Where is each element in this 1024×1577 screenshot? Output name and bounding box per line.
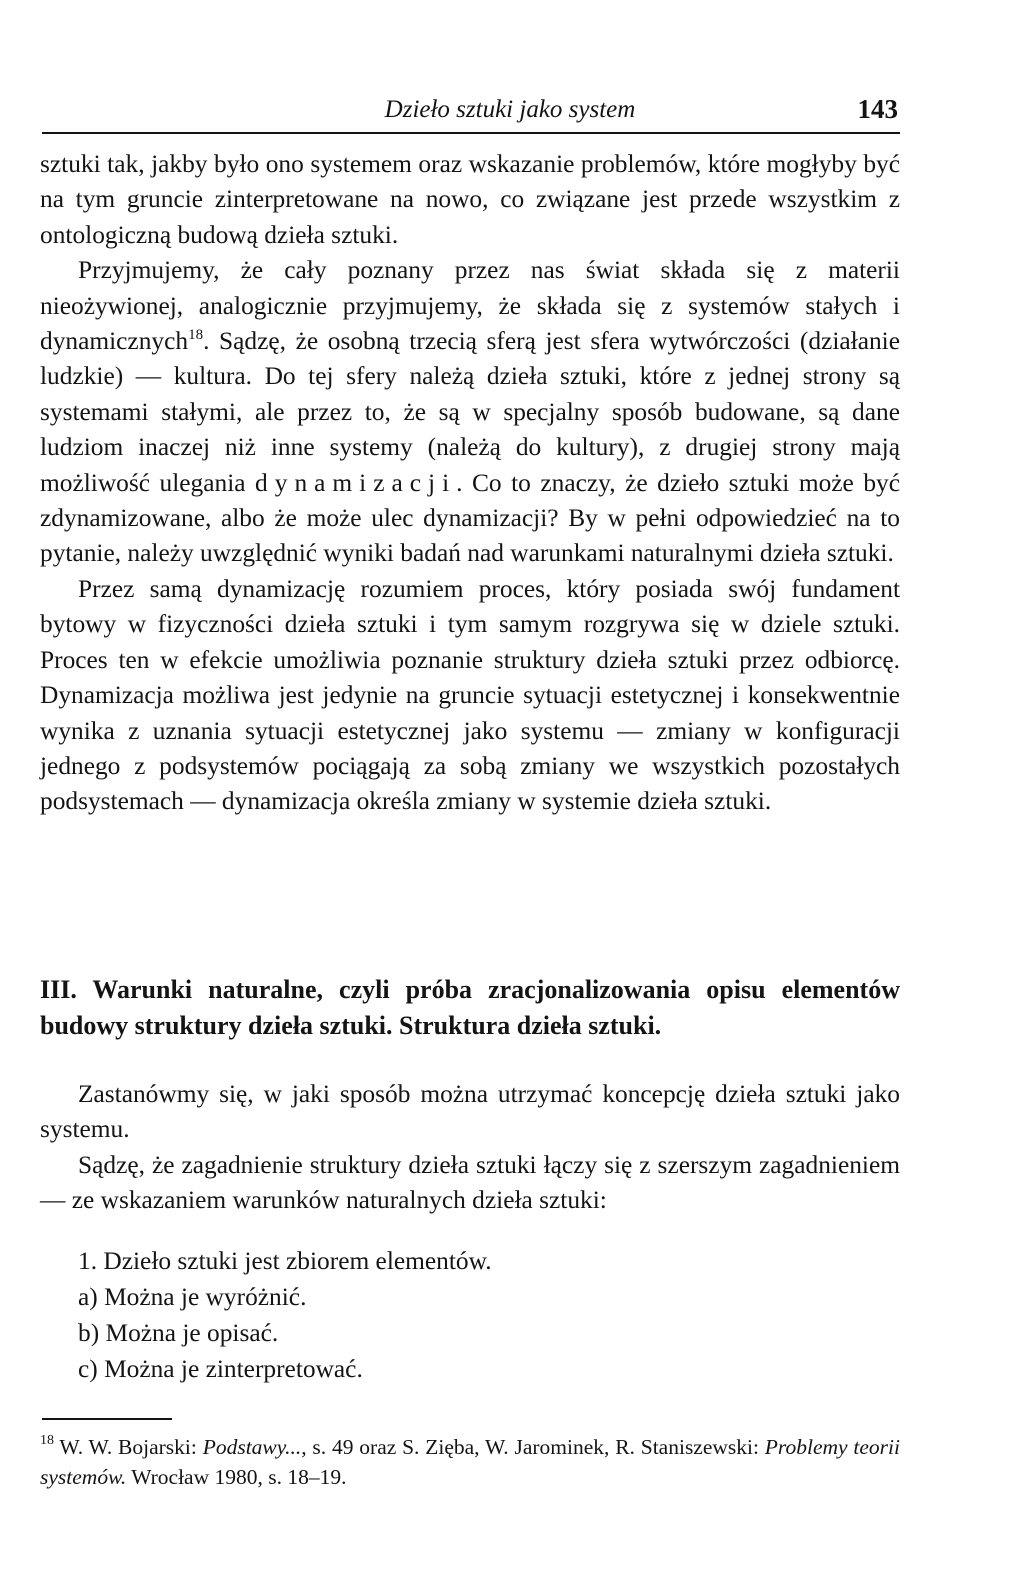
footnote-text-b: , s. 49 oraz S. Zięba, W. Jarominek, R. Staniszewski: [301, 1435, 765, 1459]
main-text [40, 147, 900, 820]
list-item: c) Można je zinterpretować. [78, 1355, 363, 1383]
running-title: Dzieło sztuki jako system [384, 96, 636, 123]
paragraph-3: Przez samą dynamizację rozumiem proces, który posiada swój fundament bytowy w fizyczności dzieła sztuki i tym samym rozgrywa się w dziele sztuki. Proces ten w efekcie umożliwia poznanie struktury dzieła sztuki przez odbiorcę. Dynamizacja możliwa jest jedynie na gruncie sytuacji estetycznej i konsekwentnie wynika z uznania sytuacji estetycznej jako systemu — zmiany w konfiguracji jednego z podsystemów pociągają za sobą zmiany we wszystkich pozostałych podsystemach — dynamizacja określa zmiany w systemie dzieła sztuki. [40, 574, 900, 816]
conditions-list [78, 1243, 878, 1387]
footnote-title-1: Podstawy... [202, 1435, 302, 1459]
footnote-title-2: Problemy teorii systemów. [40, 1435, 900, 1489]
paragraph-2-part-c: . Co to znaczy, że dzieło sztuki może być zdynamizowane, albo że może ulec dynamizacji? By w pełni odpowiedzieć na to pytanie, należy uwzględnić wyniki badań nad warunkami naturalnymi dzieła sztuki. [40, 468, 900, 568]
footnote-rule [42, 1418, 172, 1420]
header-rule [42, 132, 900, 134]
footnote-mark: 18 [40, 1433, 54, 1448]
section-heading: III. Warunki naturalne, czyli próba zracjonalizowania opisu elementów budowy struktury dzieła sztuki. Struktura dzieła sztuki. [40, 975, 900, 1040]
footnote-text-a: W. W. Bojarski: [54, 1435, 203, 1459]
section-text [40, 1077, 900, 1219]
book-page [40, 0, 900, 1577]
paragraph-2 [40, 253, 900, 572]
section-paragraph-2: Sądzę, że zagadnienie struktury dzieła sztuki łączy się z szerszym zagadnieniem — ze wskazaniem warunków naturalnych dzieła sztuki: [40, 1150, 900, 1215]
list-item: b) Można je opisać. [78, 1319, 279, 1347]
paragraph-2-part-b: . Sądzę, że osobną trzecią sferą jest sfera wytwórczości (działanie ludzkie) — kultura. Do tej sfery należą dzieła sztuki, które z jednej strony są systemami stałymi, ale przez to, że są w specjalny sposób budowane, są dane ludziom inaczej niż inne systemy (należą do kultury), z drugiej strony mają możliwość ulegania [40, 327, 900, 497]
footnote-reference: 18 [188, 327, 204, 344]
footnote [40, 1432, 900, 1492]
paragraph-1: sztuki tak, jakby było ono systemem oraz wskazanie problemów, które mogłyby być na tym gruncie zinterpretowane na nowo, co związane jest przede wszystkim z ontologiczną budową dzieła sztuki. [40, 150, 900, 249]
footnote-text-c: Wrocław 1980, s. 18–19. [126, 1465, 347, 1489]
section-paragraph-1: Zastanówmy się, w jaki sposób można utrzymać koncepcję dzieła sztuki jako systemu. [40, 1080, 900, 1144]
page-number: 143 [857, 94, 898, 124]
spaced-emphasis: dynamizacji [255, 468, 457, 497]
paragraph-2-part-a: Przyjmujemy, że cały poznany przez nas świat składa się z materii nieożywionej, analogicznie przyjmujemy, że składa się z systemów stałych i dynamicznych [40, 256, 900, 356]
page-header [40, 92, 900, 132]
list-item: a) Można je wyróżnić. [78, 1283, 307, 1311]
list-item: 1. Dzieło sztuki jest zbiorem elementów. [78, 1247, 492, 1275]
